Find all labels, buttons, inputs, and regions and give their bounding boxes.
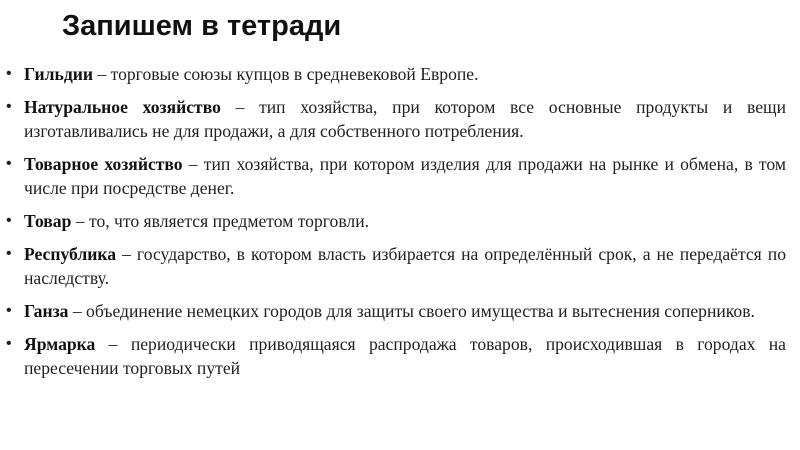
bullet-icon: • — [6, 212, 12, 229]
definition: – тип хозяйства, при котором изделия для продажи на рынке и обмена, в том числе при посредстве денег. — [24, 154, 786, 198]
definition: – тип хозяйства, при котором все основные продукты и вещи изготавливались не для продажи, а для собственного потребления. — [24, 97, 786, 141]
definition-list — [0, 62, 800, 380]
bullet-icon: • — [6, 155, 12, 172]
definition: – торговые союзы купцов в средневековой Европе. — [93, 64, 479, 84]
term: Товар — [24, 211, 72, 231]
term: Натуральное хозяйство — [24, 97, 221, 117]
term: Товарное хозяйство — [24, 154, 183, 174]
list-item-republic — [0, 242, 800, 290]
bullet-icon: • — [6, 302, 12, 319]
definition: – объединение немецких городов для защиты своего имущества и вытеснения соперников. — [68, 301, 755, 321]
list-item-guilds — [0, 62, 800, 86]
bullet-icon: • — [6, 98, 12, 115]
bullet-icon: • — [6, 245, 12, 262]
term: Ганза — [24, 301, 69, 321]
term: Республика — [24, 244, 117, 264]
definition: – то, что является предметом торговли. — [71, 211, 370, 231]
list-item-hansa — [0, 299, 800, 323]
bullet-icon: • — [6, 335, 12, 352]
list-item-fair — [0, 332, 800, 380]
list-item-commodity — [0, 209, 800, 233]
definition: – периодически приводящаяся распродажа товаров, происходившая в городах на пересечении торговых путей — [24, 334, 786, 378]
list-item-commodity-economy — [0, 152, 800, 200]
bullet-icon: • — [6, 65, 12, 82]
slide-title: Запишем в тетради — [62, 10, 342, 42]
definition: – государство, в котором власть избирается на определённый срок, а не передаётся по наследству. — [24, 244, 786, 288]
term: Ярмарка — [24, 334, 96, 354]
list-item-natural-economy — [0, 95, 800, 143]
term: Гильдии — [24, 64, 94, 84]
